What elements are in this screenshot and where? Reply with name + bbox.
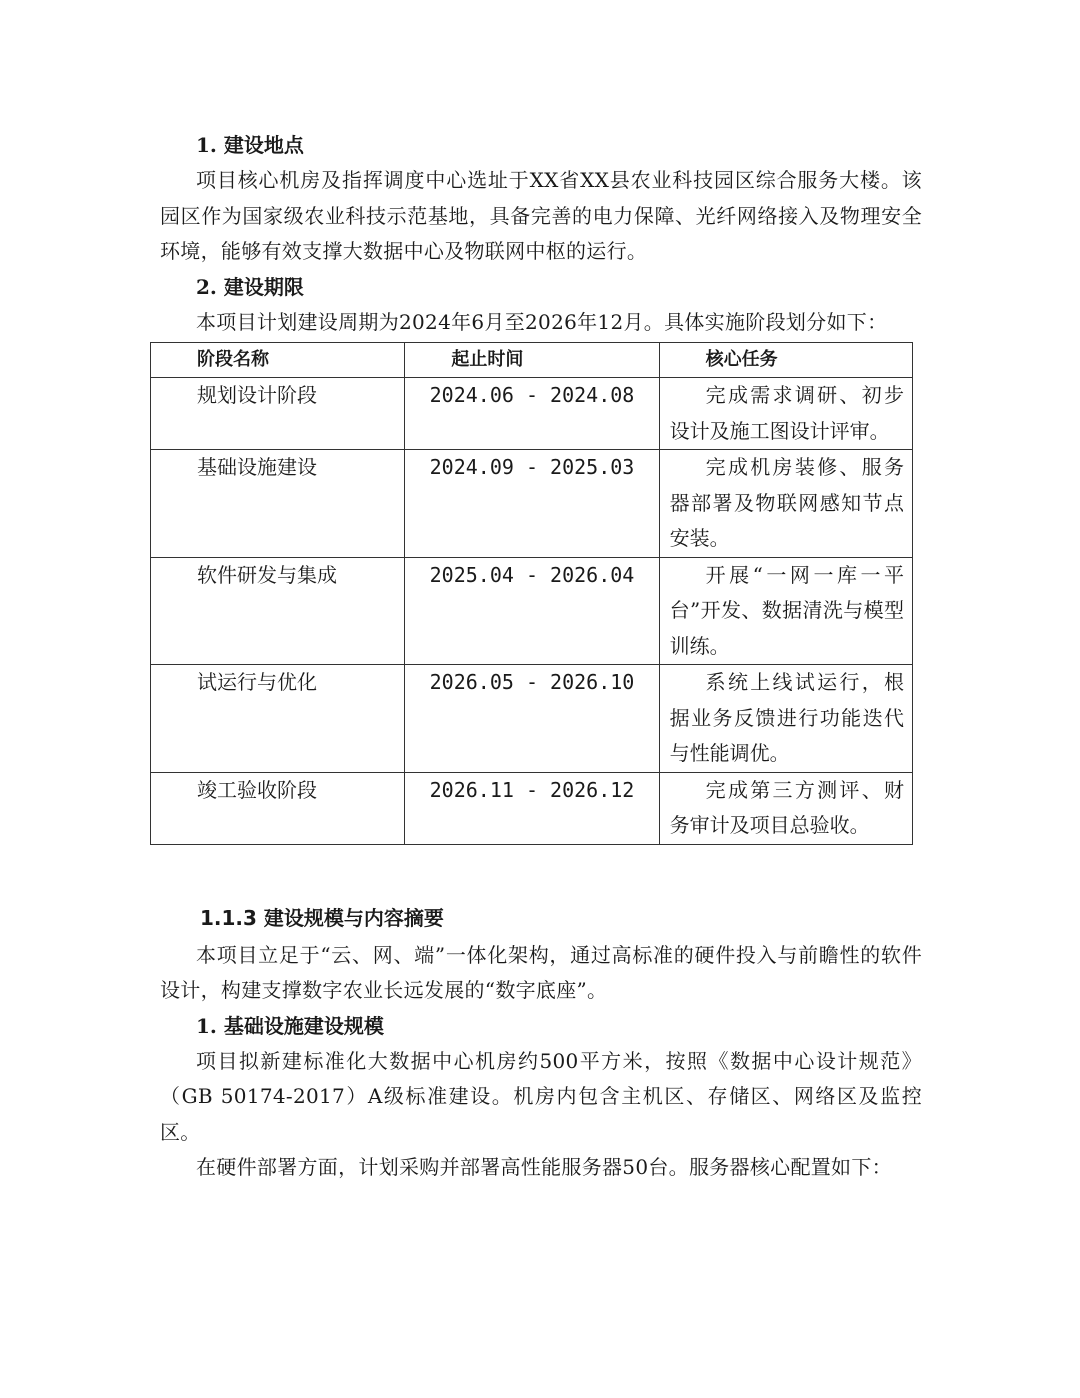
task-cell: 开展“一网一库一平台”开发、数据清洗与模型训练。: [659, 557, 912, 665]
document-page: [160, 128, 922, 1186]
location-heading: 1. 建设地点: [196, 133, 304, 157]
period-heading: 2. 建设期限: [196, 274, 304, 299]
table-row: [151, 378, 913, 450]
task-cell: 完成需求调研、初步设计及施工图设计评审。: [659, 378, 912, 450]
stage-cell: 基础设施建设: [151, 450, 405, 558]
header-stage: 阶段名称: [151, 343, 405, 378]
header-time: 起止时间: [405, 343, 659, 378]
header-task: 核心任务: [659, 343, 912, 378]
section-intro: 本项目立足于“云、网、端”一体化架构，通过高标准的硬件投入与前瞻性的软件设计，构建支撑数字农业长远发展的“数字底座”。: [160, 942, 922, 1002]
infrastructure-paragraph: 项目拟新建标准化大数据中心机房约500平方米，按照《数据中心设计规范》（GB 50174-2017）A级标准建设。机房内包含主机区、存储区、网络区及监控区。: [160, 1048, 922, 1144]
time-cell: 2025.04 - 2026.04: [405, 557, 659, 665]
stage-cell: 试运行与优化: [151, 665, 405, 773]
table-row: [151, 772, 913, 844]
hardware-paragraph: 在硬件部署方面，计划采购并部署高性能服务器50台。服务器核心配置如下：: [196, 1155, 892, 1179]
stage-cell: 规划设计阶段: [151, 378, 405, 450]
time-cell: 2024.06 - 2024.08: [405, 378, 659, 450]
infrastructure-heading: 1. 基础设施建设规模: [196, 1013, 384, 1038]
time-cell: 2026.05 - 2026.10: [405, 665, 659, 773]
task-cell: 系统上线试运行，根据业务反馈进行功能迭代与性能调优。: [659, 665, 912, 773]
table-row: [151, 450, 913, 558]
schedule-table: [150, 342, 913, 845]
location-paragraph: 项目核心机房及指挥调度中心选址于XX省XX县农业科技园区综合服务大楼。该园区作为国家级农业科技示范基地，具备完善的电力保障、光纤网络接入及物理安全环境，能够有效支撑大数据中心及物联网中枢的运行。: [160, 168, 922, 263]
table-row: [151, 557, 913, 665]
stage-cell: 竣工验收阶段: [151, 772, 405, 844]
period-paragraph: 本项目计划建设周期为2024年6月至2026年12月。具体实施阶段划分如下：: [196, 309, 888, 334]
task-cell: 完成第三方测评、财务审计及项目总验收。: [659, 772, 912, 844]
section-title: 1.1.3 建设规模与内容摘要: [200, 905, 444, 930]
table-row: [151, 665, 913, 773]
time-cell: 2024.09 - 2025.03: [405, 450, 659, 558]
time-cell: 2026.11 - 2026.12: [405, 772, 659, 844]
task-cell: 完成机房装修、服务器部署及物联网感知节点安装。: [659, 450, 912, 558]
table-header-row: [151, 343, 913, 378]
stage-cell: 软件研发与集成: [151, 557, 405, 665]
